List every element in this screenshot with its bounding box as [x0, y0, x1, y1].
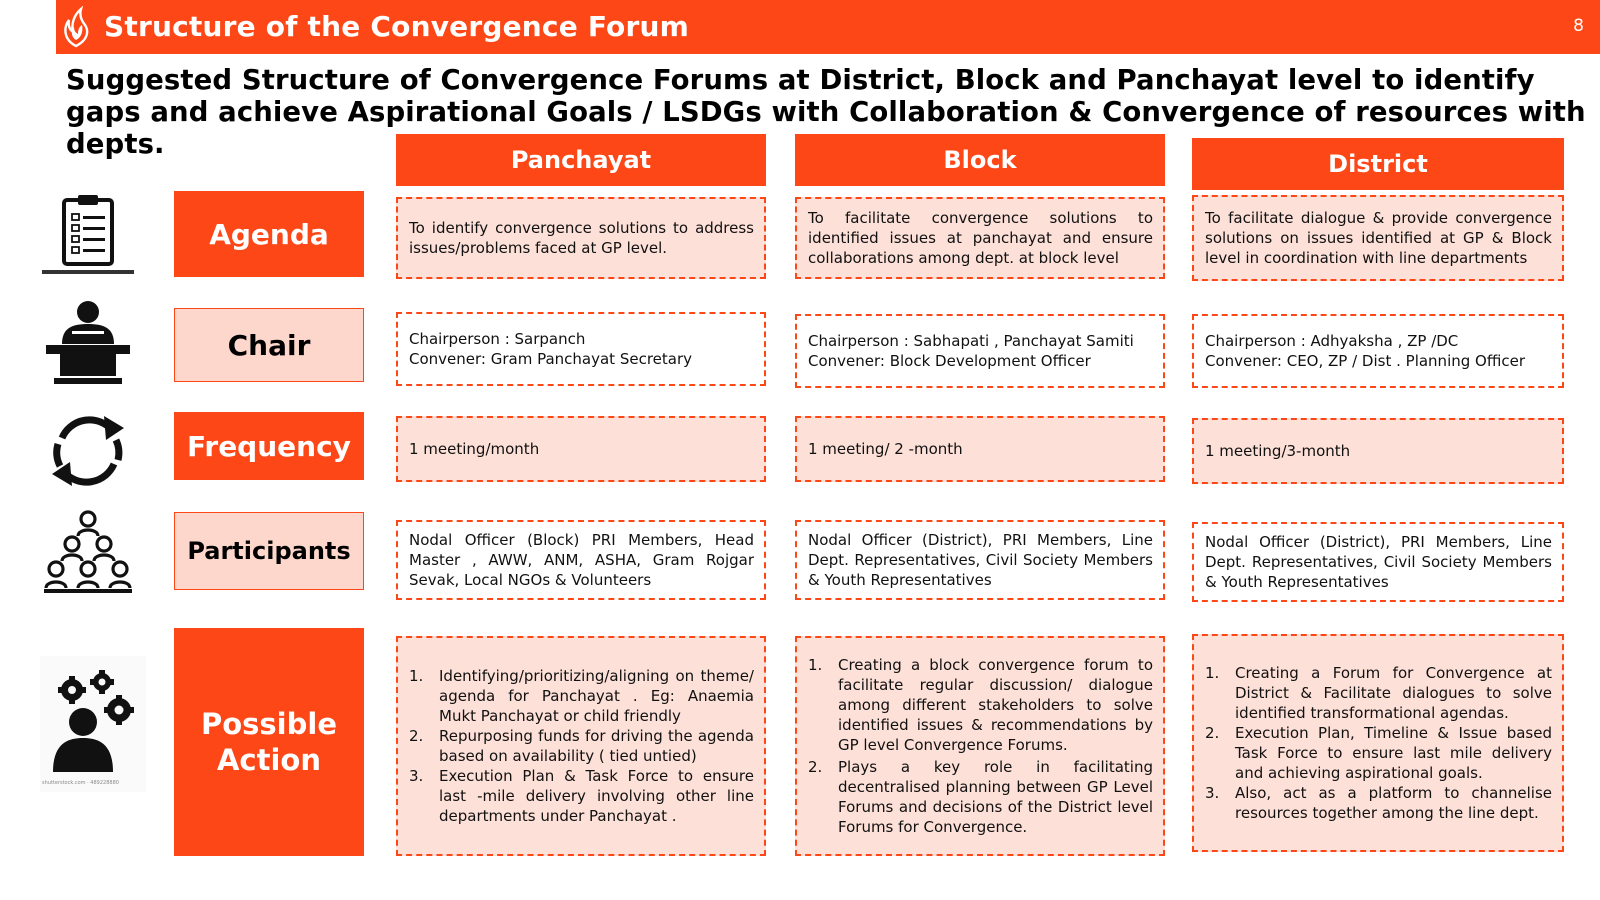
- chair-chairperson-panchayat: Chairperson : Sarpanch: [409, 330, 586, 348]
- chair-cell-district: [1192, 314, 1564, 388]
- person-with-gears-icon: [45, 662, 141, 780]
- row-label-possible-action-line1: Possible: [200, 707, 337, 741]
- list-item: [1205, 723, 1552, 783]
- column-header-block: Block: [795, 134, 1165, 186]
- agenda-row-icon: [42, 192, 134, 276]
- frequency-text-block: 1 meeting/ 2 -month: [808, 440, 963, 458]
- chair-row-icon: [42, 298, 134, 386]
- list-item-text: Also, act as a platform to channelise resources together among the line dept.: [1235, 784, 1552, 822]
- agenda-cell-block: [795, 197, 1165, 279]
- list-item-text: Repurposing funds for driving the agenda based on availability ( tied untied): [439, 727, 754, 765]
- participants-text-block: Nodal Officer (District), PRI Members, Line Dept. Representatives, Civil Society Members & Youth Representatives: [808, 531, 1153, 589]
- list-item: [1205, 663, 1552, 723]
- list-item-number: 3.: [409, 767, 424, 785]
- possible-action-list-panchayat: [409, 666, 754, 826]
- frequency-text-district: 1 meeting/3-month: [1205, 442, 1351, 460]
- participants-cell-district: [1192, 522, 1564, 602]
- agenda-cell-district: [1192, 195, 1564, 281]
- row-label-possible-action-line2: Action: [216, 743, 321, 777]
- participants-cell-panchayat: [396, 520, 766, 600]
- list-item: [1205, 783, 1552, 823]
- possible-action-cell-panchayat: [396, 636, 766, 856]
- frequency-text-panchayat: 1 meeting/month: [409, 440, 540, 458]
- list-item: [409, 666, 754, 726]
- chair-cell-block: [795, 314, 1165, 388]
- list-item-number: 2.: [1205, 724, 1220, 742]
- frequency-cell-panchayat: [396, 416, 766, 482]
- chair-chairperson-district: Chairperson : Adhyaksha , ZP /DC: [1205, 332, 1459, 350]
- frequency-cell-district: [1192, 418, 1564, 484]
- column-header-district: District: [1192, 138, 1564, 190]
- chair-convener-block: Convener: Block Development Officer: [808, 352, 1091, 370]
- slide-title: Structure of the Convergence Forum: [104, 10, 689, 43]
- refresh-cycle-icon: [42, 406, 134, 498]
- possible-action-list-district: [1205, 663, 1552, 823]
- list-item: [808, 655, 1153, 755]
- list-item-text: Execution Plan, Timeline & Issue based Task Force to ensure last mile delivery and achieving aspirational goals.: [1235, 724, 1552, 782]
- list-item-text: Execution Plan & Task Force to ensure last -mile delivery involving other line departments under Panchayat .: [439, 767, 754, 825]
- possible-action-row-icon: [40, 656, 146, 792]
- possible-action-cell-block: [795, 636, 1165, 856]
- list-item-text: Plays a key role in facilitating decentralised planning between GP Level Forums and decisions of the District level Forums for Convergence.: [838, 758, 1153, 836]
- column-header-panchayat: Panchayat: [396, 134, 766, 186]
- list-item-text: Creating a block convergence forum to facilitate regular discussion/ dialogue among different stakeholders to solve identified issues & recommendations by GP level Convergence Forums.: [838, 656, 1153, 754]
- row-label-chair: Chair: [174, 308, 364, 382]
- list-item-number: 1.: [1205, 664, 1220, 682]
- agenda-text-block: To facilitate convergence solutions to identified issues at panchayat and ensure collaborations among dept. at block level: [808, 209, 1153, 267]
- participants-row-icon: [42, 510, 134, 594]
- list-item-number: 1.: [808, 656, 823, 674]
- slide-subtitle: Suggested Structure of Convergence Forums at District, Block and Panchayat level to identify gaps and achieve Aspirational Goals / LSDGs with Collaboration & Convergence of resources with depts.: [66, 64, 1586, 160]
- participants-text-district: Nodal Officer (District), PRI Members, Line Dept. Representatives, Civil Society Members & Youth Representatives: [1205, 533, 1552, 591]
- chair-convener-district: Convener: CEO, ZP / Dist . Planning Officer: [1205, 352, 1525, 370]
- frequency-row-icon: [42, 406, 134, 498]
- checklist-clipboard-icon: [42, 192, 134, 276]
- page-number: 8: [1573, 16, 1584, 36]
- chair-cell-panchayat: [396, 312, 766, 386]
- row-label-frequency: Frequency: [174, 412, 364, 480]
- row-label-agenda: Agenda: [174, 191, 364, 277]
- agenda-cell-panchayat: [396, 197, 766, 279]
- row-label-participants: Participants: [174, 512, 364, 590]
- chair-chairperson-block: Chairperson : Sabhapati , Panchayat Samiti: [808, 332, 1134, 350]
- list-item: [409, 726, 754, 766]
- list-item-number: 2.: [808, 758, 823, 776]
- chair-convener-panchayat: Convener: Gram Panchayat Secretary: [409, 350, 693, 368]
- participants-text-panchayat: Nodal Officer (Block) PRI Members, Head Master , AWW, ANM, ASHA, Gram Rojgar Sevak, Local NGOs & Volunteers: [409, 531, 754, 589]
- list-item-number: 1.: [409, 667, 424, 685]
- flame-logo-icon: [60, 6, 92, 48]
- list-item-number: 3.: [1205, 784, 1220, 802]
- frequency-cell-block: [795, 416, 1165, 482]
- list-item-text: Identifying/prioritizing/aligning on theme/ agenda for Panchayat . Eg: Anaemia Mukt Panchayat or child friendly: [439, 667, 754, 725]
- agenda-text-panchayat: To identify convergence solutions to address issues/problems faced at GP level.: [409, 219, 754, 257]
- people-hierarchy-icon: [42, 510, 134, 594]
- row-label-possible-action: [174, 628, 364, 856]
- icon-caption: shutterstock.com · 489228880: [42, 780, 119, 786]
- participants-cell-block: [795, 520, 1165, 600]
- possible-action-list-block: [808, 655, 1153, 837]
- possible-action-cell-district: [1192, 634, 1564, 852]
- list-item-number: 2.: [409, 727, 424, 745]
- list-item: [409, 766, 754, 826]
- agenda-text-district: To facilitate dialogue & provide convergence solutions on issues identified at GP & Block level in coordination with line departments: [1205, 209, 1552, 267]
- person-at-podium-icon: [42, 298, 134, 386]
- list-item: [808, 757, 1153, 837]
- list-item-text: Creating a Forum for Convergence at District & Facilitate dialogues to solve identified transformational agendas.: [1235, 664, 1552, 722]
